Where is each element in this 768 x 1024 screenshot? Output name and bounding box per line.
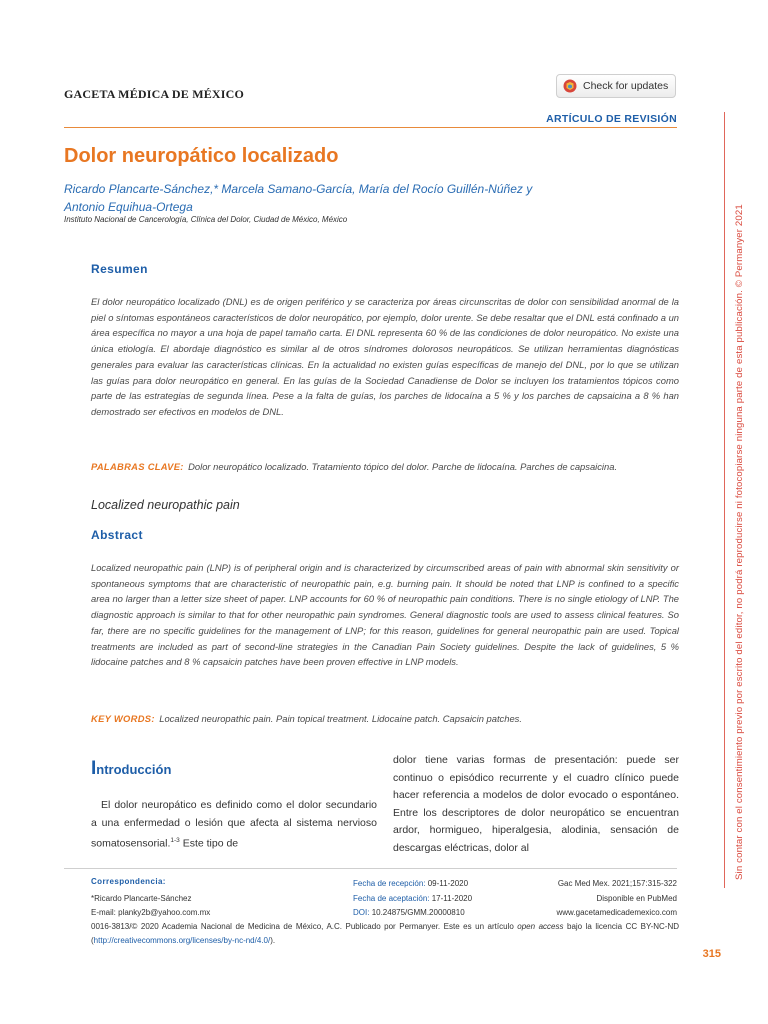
affiliation: Instituto Nacional de Cancerología, Clínica del Dolor, Ciudad de México, México	[64, 215, 348, 224]
intro-left-text: El dolor neuropático es definido como el dolor secundario a una enfermedad o lesión que afecta al sistema nervioso somatosensorial.	[91, 799, 377, 850]
citation-ref: 1-3	[170, 837, 180, 845]
check-for-updates-label: Check for updates	[583, 80, 669, 92]
license-start: 0016-3813/© 2020 Academia Nacional de Medicina de México, A.C. Publicado por Permanyer. Este es un artículo	[91, 922, 518, 931]
accepted-label: Fecha de aceptación:	[353, 894, 430, 903]
key-words	[91, 709, 691, 727]
authors-line-2: Antonio Equihua-Ortega	[64, 200, 193, 214]
resumen-heading: Resumen	[91, 262, 148, 276]
license-link[interactable]: http://creativecommons.org/licenses/by-nc-nd/4.0/	[93, 935, 271, 945]
received-value: 09-11-2020	[427, 879, 469, 888]
received-label: Fecha de recepción:	[353, 879, 426, 888]
key-words-label: KEY WORDS:	[91, 713, 155, 724]
pubmed-availability: Disponible en PubMed	[596, 894, 677, 903]
copyright-side-notice: Sin contar con el consentimiento previo por escrito del editor, no podrá reproducirse ni fotocopiarse ninguna parte de esta publicación. © Permanyer 2021	[734, 204, 745, 880]
license-text	[91, 920, 679, 947]
intro-left-tail: Este tipo de	[179, 837, 239, 850]
abstract-text: Localized neuropathic pain (LNP) is of peripheral origin and is characterized by circumscribed areas of pain with abnormal skin sensitivity or spontaneous symptoms that are characteristic of neuropathic pain, e.g. burning pain. It should be noted that LNP is confined to a specific area no larger than a letter size sheet of paper. LNP accounts for 60 % of neuropathic pain conditions. There is no single etiology of LNP. The diagnostic approach is similar to that for other neuropathic pain syndromes. General diagnostic tools are used to assess clinical features. So far, there are no specific guidelines for the management of LNP; for this reason, guidelines for general neuropathic pain are used. Topical treatments are included as part of second-line strategies in the Canadian Pain Society guidelines. Despite the lack of guidelines, 5 % lidocaine patches and 8 % capsaicin patches have been proven effective in LNP models.	[91, 562, 679, 668]
palabras-clave-text: Dolor neuropático localizado. Tratamiento tópico del dolor. Parche de lidocaína. Parches de capsaicina.	[188, 461, 618, 472]
authors-line-1: Ricardo Plancarte-Sánchez,* Marcela Samano-García, María del Rocío Guillén-Núñez y	[64, 182, 533, 196]
resumen-text: El dolor neuropático localizado (DNL) es de origen periférico y se caracteriza por áreas circunscritas de dolor con sensibilidad anormal de la piel o síntomas espontáneos característicos de dolor neuropático, por ejemplo, dolor urente. Se debe resaltar que el DNL está confinado a un área específica no mayor a una hoja de papel tamaño carta. El DNL representa 60 % de las condiciones de dolor neuropático. No existe una única etiología. El abordaje diagnóstico es similar al de otros síndromes dolorosos neuropáticos. Se utilizan herramientas diagnósticas generales para evaluar las características clínicas. En la actualidad no existen guías específicas de manejo del DNL, por lo que se utilizan las guías para dolor neuropático en general. En las guías de la Sociedad Canadiense de Dolor se incluyen los tratamientos tópicos como parte de las estrategias de segunda línea. Pese a la falta de guías, los parches de lidocaína a 5 % y los parches de capsaicina a 8 % han demostrado ser efectivos en modelos de DNL.	[91, 296, 679, 417]
doi-label: DOI:	[353, 908, 370, 917]
journal-name: GACETA MÉDICA DE MÉXICO	[64, 87, 245, 101]
accepted-date	[353, 892, 472, 906]
key-words-text: Localized neuropathic pain. Pain topical treatment. Lidocaine patch. Capsaicin patches.	[159, 713, 522, 724]
citation: Gac Med Mex. 2021;157:315-322	[557, 879, 677, 888]
abstract-heading: Abstract	[91, 528, 143, 542]
palabras-clave-label: PALABRAS CLAVE:	[91, 461, 184, 472]
page-number: 315	[702, 948, 721, 960]
check-for-updates-button[interactable]	[556, 74, 676, 98]
license-open-access: open access	[517, 922, 564, 931]
received-date	[353, 877, 468, 891]
header-divider	[64, 127, 677, 128]
license-mid: bajo la licencia CC BY-NC-ND (	[91, 922, 680, 945]
intro-left-column	[91, 797, 377, 853]
accepted-value: 17-11-2020	[431, 894, 473, 903]
intro-right-column: dolor tiene varias formas de presentación: puede ser continuo o episódico recurrente y el cuadro clínico puede hacer referencia a modelos de dolor evocado o espontáneo. Entre los descriptores de dolor neuropático se encuentran ardor, hormigueo, hiperalgesia, alodinia, sensación de descargas eléctricas, dolor al	[393, 754, 679, 854]
doi	[353, 906, 465, 920]
license-end: ).	[270, 935, 276, 945]
doi-value[interactable]: 10.24875/GMM.20000810	[371, 908, 465, 917]
introduction-heading	[91, 758, 171, 780]
english-title: Localized neuropathic pain	[91, 498, 240, 512]
correspondence-label: Correspondencia:	[91, 877, 166, 886]
article-title: Dolor neuropático localizado	[64, 145, 339, 167]
website-link[interactable]: www.gacetamedicademexico.com	[556, 908, 677, 917]
footer-divider	[64, 868, 677, 869]
palabras-clave	[91, 457, 691, 475]
introduction-heading-rest: ntroducción	[96, 762, 172, 777]
correspondence-email[interactable]: E-mail: planky2b@yahoo.com.mx	[91, 908, 211, 917]
introduction-initial: I	[91, 758, 97, 779]
correspondence-name: *Ricardo Plancarte-Sánchez	[91, 894, 192, 903]
article-type: ARTÍCULO DE REVISIÓN	[546, 113, 677, 125]
side-border-line	[724, 112, 725, 888]
crossmark-icon	[563, 79, 577, 93]
authors	[64, 180, 674, 216]
